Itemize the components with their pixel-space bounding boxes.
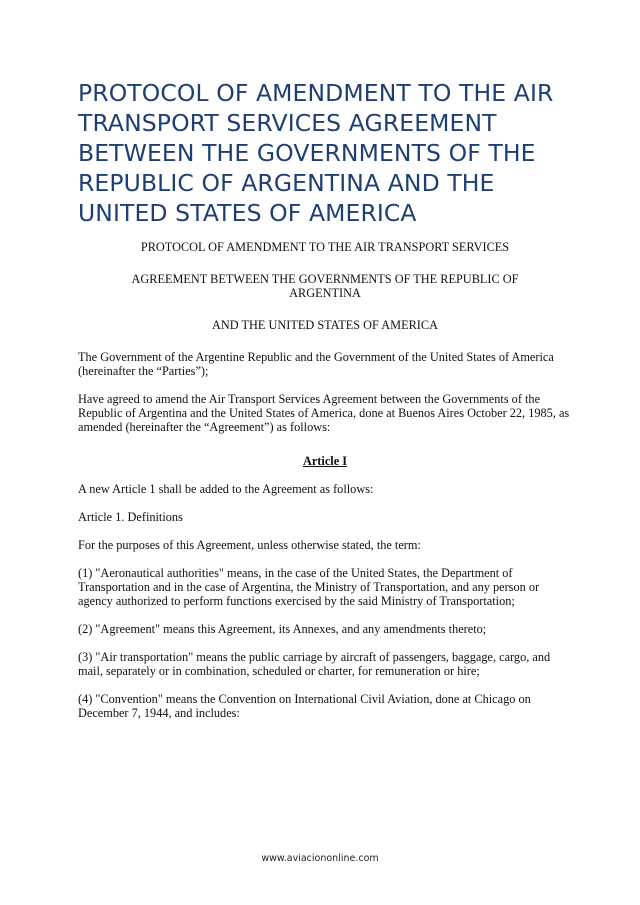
- subtitle-line-3: AND THE UNITED STATES OF AMERICA: [212, 318, 438, 332]
- definition-item-2: (2) "Agreement" means this Agreement, its Annexes, and any amendments thereto;: [78, 622, 487, 636]
- document-title: PROTOCOL OF AMENDMENT TO THE AIR TRANSPORT SERVICES AGREEMENT BETWEEN THE GOVERNMENTS OF THE REPUBLIC OF ARGENTINA AND THE UNITED STATES OF AMERICA: [78, 79, 554, 227]
- article-heading: Article I: [302, 454, 348, 468]
- intro-paragraph-parties: The Government of the Argentine Republic and the Government of the United States of America (hereinafter the “Parties”);: [78, 350, 554, 378]
- definition-item-1: (1) "Aeronautical authorities" means, in the case of the United States, the Department of Transportation and in the case of Argentina, the Ministry of Transportation, and any person or agency authorized to perform functions exercised by the said Ministry of Transportation;: [78, 566, 540, 608]
- subtitle-line-1: PROTOCOL OF AMENDMENT TO THE AIR TRANSPORT SERVICES: [140, 240, 510, 254]
- definition-item-3: (3) "Air transportation" means the public carriage by aircraft of passengers, baggage, cargo, and mail, separately or in combination, scheduled or charter, for remuneration or hire;: [78, 650, 551, 678]
- subtitle-line-2: AGREEMENT BETWEEN THE GOVERNMENTS OF THE REPUBLIC OF ARGENTINA: [131, 272, 519, 300]
- intro-paragraph-agreed: Have agreed to amend the Air Transport Services Agreement between the Governments of the Republic of Argentina and the United States of America, done at Buenos Aires October 22, 1985, as amended (hereinafter the “Agreement”) as follows:: [78, 392, 570, 434]
- body-paragraph-purposes: For the purposes of this Agreement, unless otherwise stated, the term:: [78, 538, 421, 552]
- body-paragraph-new-article: A new Article 1 shall be added to the Agreement as follows:: [78, 482, 374, 496]
- definition-item-4: (4) "Convention" means the Convention on International Civil Aviation, done at Chicago on December 7, 1944, and includes:: [78, 692, 531, 720]
- body-paragraph-definitions-heading: Article 1. Definitions: [78, 510, 183, 524]
- page-footer: www.aviaciononline.com: [261, 853, 379, 864]
